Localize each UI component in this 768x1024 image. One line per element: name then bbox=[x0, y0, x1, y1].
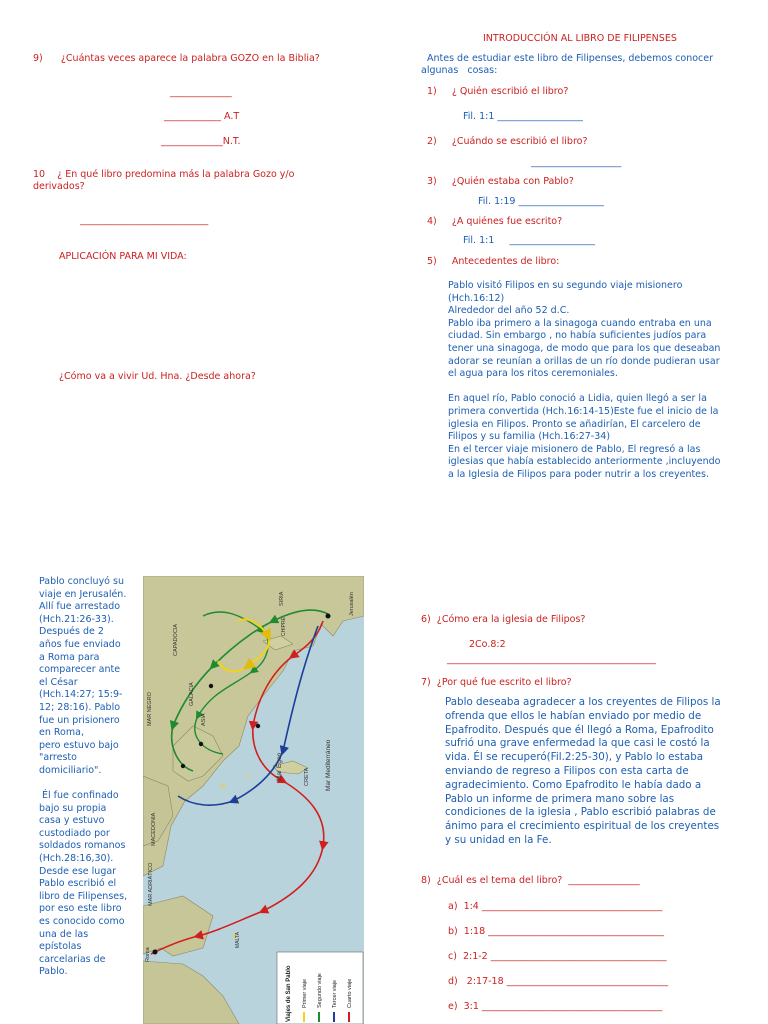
label-roma: Roma bbox=[145, 947, 151, 962]
city-jerusalen bbox=[326, 614, 331, 619]
q7-line: ánimo para el crecimiento espiritual de los creyentes bbox=[445, 820, 720, 833]
q7-line: Pablo deseaba agradecer a los creyentes de Filipos la bbox=[445, 696, 721, 708]
label-galacia: GALACIA bbox=[189, 682, 195, 706]
antecedentes-line: En el tercer viaje misionero de Pablo, El regresó a las bbox=[448, 443, 701, 455]
text-line: viaje en Jerusalén. bbox=[39, 588, 127, 600]
text-line: Después de 2 bbox=[39, 626, 104, 638]
q7-line: Pablo un informe de primera mano sobre las bbox=[445, 792, 675, 805]
antecedentes-line: el agua para los ritos ceremoniales. bbox=[448, 368, 618, 380]
q9-nt: _____________N.T. bbox=[161, 136, 241, 147]
antecedentes-line: Pablo iba primero a la sinagoga cuando entraba en una bbox=[448, 317, 712, 329]
text-line: libro de Filipenses, bbox=[39, 890, 128, 902]
text-line: casa y estuvo bbox=[39, 815, 105, 827]
label-capadocia: CAPADOCIA bbox=[173, 624, 179, 656]
text-line: "arresto bbox=[39, 752, 77, 764]
antecedentes-line: iglesia en Filipos. Pronto se añadirían, El carcelero de bbox=[448, 418, 701, 430]
text-line: 12; 28:16). Pablo bbox=[39, 701, 121, 713]
city-marker bbox=[209, 684, 213, 688]
q7-line: y su unidad en la Fe. bbox=[445, 833, 552, 846]
aplicacion-title: APLICACIÓN PARA MI VIDA: bbox=[59, 251, 187, 262]
q7-line: ofrenda que ellos le habían enviado por medio de bbox=[445, 709, 702, 722]
pablo-en-roma-text bbox=[39, 576, 143, 979]
city-roma bbox=[153, 950, 158, 955]
q9-at: ____________ A.T bbox=[164, 111, 240, 122]
question-2: 2) ¿Cuándo se escribió el libro? bbox=[427, 136, 588, 147]
text-line: Él fue confinado bbox=[39, 790, 119, 802]
aplicacion-question: ¿Cómo va a vivir Ud. Hna. ¿Desde ahora? bbox=[59, 371, 256, 382]
text-line: por eso este libro bbox=[39, 903, 122, 915]
page-title: INTRODUCCIÓN AL LIBRO DE FILIPENSES bbox=[483, 33, 677, 44]
q7-line: condiciones de la iglesia , Pablo escribió palabras de bbox=[445, 806, 716, 819]
label-malta: MALTA bbox=[235, 932, 241, 948]
text-line: custodiado por bbox=[39, 827, 110, 839]
text-line: (Hch.21:26-33). bbox=[39, 613, 114, 625]
label-mar-egeo: Mar Egeo bbox=[276, 752, 283, 781]
q8-item-b: b) 1:18 _____________________________________ bbox=[448, 926, 664, 937]
text-line: (Hch.14:27; 15:9- bbox=[39, 689, 123, 701]
q8-item-c: c) 2:1-2 _____________________________________ bbox=[448, 951, 667, 962]
q8-item-d: d) 2:17-18 __________________________________ bbox=[448, 976, 669, 987]
city-marker bbox=[256, 724, 260, 728]
antecedentes-spacer bbox=[448, 381, 748, 394]
antecedentes-line: tener una sinagoga, de modo que para los que deseaban bbox=[448, 342, 721, 354]
q7-line: Epafrodito. Después que él llegó a Roma, Epafrodito bbox=[445, 723, 714, 736]
antecedentes-line: ciudad. Sin embargo , no había suficientes judíos para bbox=[448, 330, 707, 342]
map-svg bbox=[143, 576, 364, 1024]
antecedentes-line: Pablo visitó Filipos en su segundo viaje misionero bbox=[448, 280, 683, 291]
text-line: el César bbox=[39, 676, 78, 688]
text-line: Desde ese lugar bbox=[39, 865, 117, 877]
intro-line-2: algunas cosas: bbox=[421, 65, 498, 76]
q6-ref: 2Co.8:2 bbox=[469, 639, 506, 650]
text-line: es conocido como bbox=[39, 916, 125, 928]
q3-ref: Fil. 1:19 __________________ bbox=[478, 196, 604, 207]
text-line: Pablo escribió el bbox=[39, 878, 117, 890]
question-4: 4) ¿A quiénes fue escrito? bbox=[427, 216, 563, 227]
text-line: (Hch.28:16,30). bbox=[39, 853, 114, 865]
island bbox=[220, 783, 226, 789]
map-viajes-pablo bbox=[143, 576, 364, 1024]
city-marker bbox=[181, 764, 185, 768]
text-line: pero estuvo bajo bbox=[39, 739, 119, 751]
text-line: a Roma para bbox=[39, 651, 100, 663]
text-line: en Roma, bbox=[39, 727, 84, 739]
question-9: 9) ¿Cuántas veces aparece la palabra GOZO en la Biblia? bbox=[33, 53, 320, 64]
q10-blank: ___________________________ bbox=[80, 215, 209, 226]
antecedentes-line: Filipos y su familia (Hch.16:27-34) bbox=[448, 431, 611, 443]
intro-line-1: Antes de estudiar este libro de Filipenses, debemos conocer bbox=[427, 53, 714, 64]
antecedentes-line: a la Iglesia de Filipos para poder nutrir a los creyentes. bbox=[448, 468, 709, 480]
text-line: una de las bbox=[39, 928, 89, 940]
q4-ref: Fil. 1:1 __________________ bbox=[463, 235, 595, 246]
map-legend bbox=[277, 952, 363, 1024]
label-macedonia: MACEDONIA bbox=[151, 812, 157, 846]
legend-item-cuarto: Cuarto viaje bbox=[347, 978, 353, 1008]
label-chipre: CHIPRE bbox=[281, 617, 287, 636]
text-line: bajo su propia bbox=[39, 802, 107, 814]
question-6: 6) ¿Cómo era la iglesia de Filipos? bbox=[421, 614, 586, 625]
q8-item-e: e) 3:1 ______________________________________ bbox=[448, 1001, 663, 1012]
label-mar-mediterraneo: Mar Mediterráneo bbox=[325, 739, 332, 791]
label-jerusalen: Jerusalén bbox=[349, 592, 355, 616]
legend-item-tercer: Tercer viaje bbox=[332, 979, 338, 1008]
antecedentes-line: (Hch.16:12) bbox=[448, 292, 505, 304]
q2-blank: ___________________ bbox=[531, 157, 622, 168]
text-line: fue un prisionero bbox=[39, 714, 120, 726]
q7-line: enviando de regreso a Filipos con esta carta de bbox=[445, 764, 689, 777]
text-spacer bbox=[39, 778, 143, 791]
question-3: 3) ¿Quién estaba con Pablo? bbox=[427, 176, 574, 187]
label-asia: ASIA bbox=[201, 713, 207, 726]
q7-line: sufrió una grave enfermedad la que casi le costó la bbox=[445, 737, 710, 750]
q7-line: vida. Él se recuperó(Fil.2:25-30), y Pablo lo estaba bbox=[445, 751, 704, 764]
q1-ref: Fil. 1:1 __________________ bbox=[463, 111, 583, 122]
question-5: 5) Antecedentes de libro: bbox=[427, 256, 560, 267]
label-creta: CRETA bbox=[304, 767, 310, 786]
island bbox=[246, 774, 250, 778]
antecedentes-text bbox=[448, 280, 748, 482]
label-mar-negro: MAR NEGRO bbox=[147, 692, 153, 726]
q8-item-a: a) 1:4 ______________________________________ bbox=[448, 901, 663, 912]
question-10-line2: derivados? bbox=[33, 181, 85, 192]
text-line: epístolas bbox=[39, 941, 82, 953]
question-8: 8) ¿Cuál es el tema del libro? _______________ bbox=[421, 875, 640, 886]
legend-item-segundo: Segundo viaje bbox=[317, 973, 323, 1008]
question-10-line1: 10 ¿ En qué libro predomina más la palabra Gozo y/o bbox=[33, 169, 295, 180]
question-1: 1) ¿ Quién escribió el libro? bbox=[427, 86, 569, 97]
antecedentes-line: adorar se reunían a orillas de un río donde pudieran usar bbox=[448, 355, 720, 367]
text-line: Pablo. bbox=[39, 966, 68, 978]
text-line: soldados romanos bbox=[39, 840, 126, 852]
antecedentes-line: iglesias que había establecido anteriormente ,incluyendo bbox=[448, 456, 721, 468]
text-line: domiciliario". bbox=[39, 764, 102, 776]
label-mar-adriatico: MAR ADRIÁTICO bbox=[148, 862, 154, 906]
city-marker bbox=[199, 742, 203, 746]
q9-blank: _____________ bbox=[170, 87, 232, 98]
q7-line: agradecimiento. Como Epafrodito le había dado a bbox=[445, 778, 702, 791]
text-line: Allí fue arrestado bbox=[39, 601, 121, 613]
legend-title: Viajes de San Pablo bbox=[286, 965, 292, 1022]
legend-item-primer: Primer viaje bbox=[302, 978, 308, 1008]
q6-blank: ____________________________________________ bbox=[447, 654, 656, 665]
antecedentes-line: En aquel río, Pablo conoció a Lidia, quien llegó a ser la bbox=[448, 393, 707, 405]
text-line: carcelarias de bbox=[39, 953, 106, 965]
question-7: 7) ¿Por qué fue escrito el libro? bbox=[421, 677, 572, 688]
antecedentes-line: primera convertida (Hch.16:14-15)Este fue el inicio de la bbox=[448, 405, 719, 417]
antecedentes-line: Alrededor del año 52 d.C. bbox=[448, 305, 570, 317]
label-siria: SIRIA bbox=[279, 591, 285, 606]
q7-answer-text bbox=[445, 696, 745, 848]
text-line: años fue enviado bbox=[39, 638, 121, 650]
text-line: Pablo concluyó su bbox=[39, 576, 124, 587]
text-line: comparecer ante bbox=[39, 664, 121, 676]
